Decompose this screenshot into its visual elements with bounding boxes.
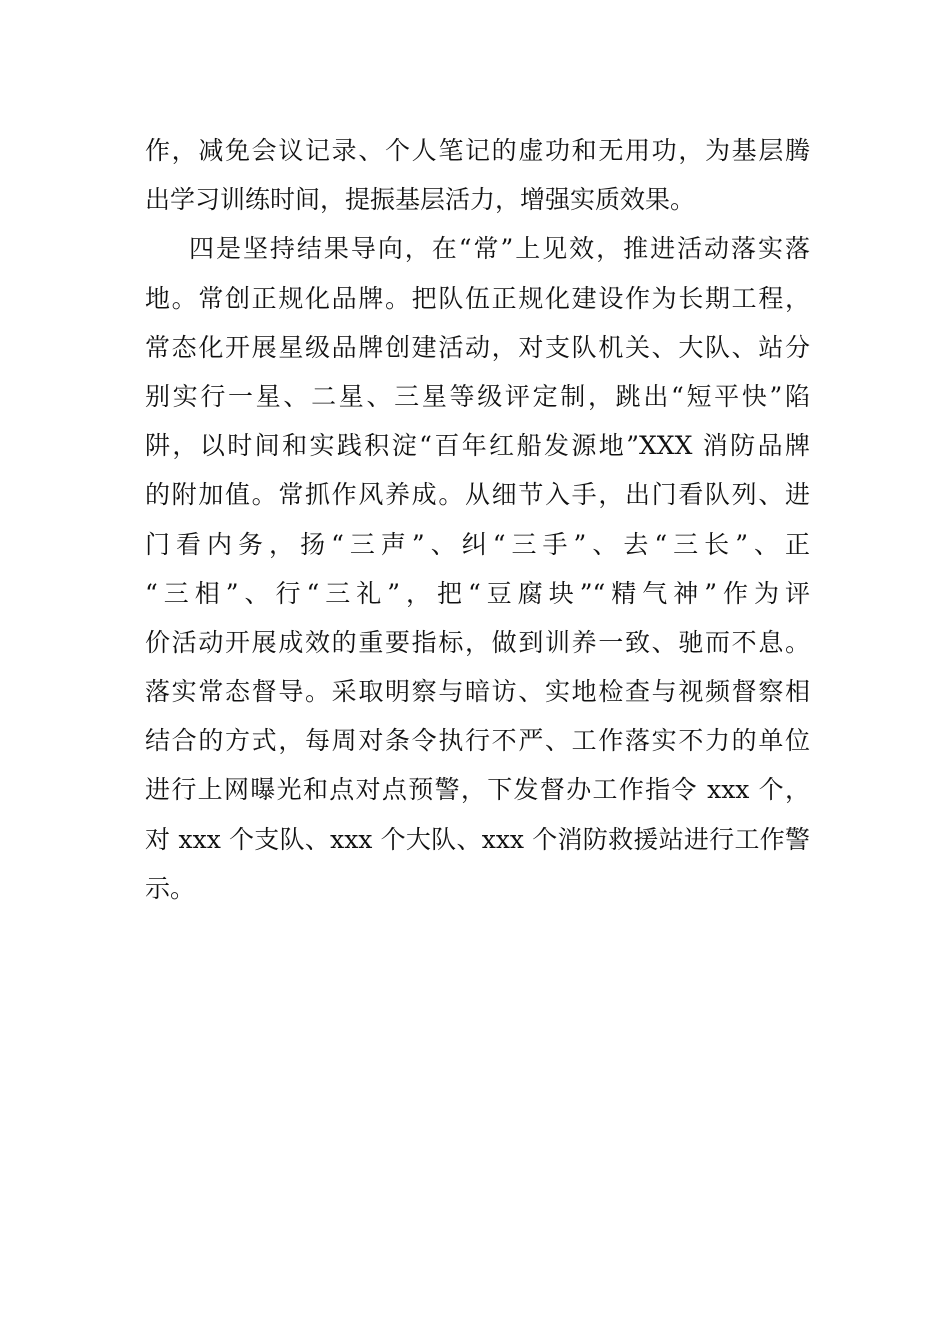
text-line: 落实常态督导。采取明察与暗访、实地检查与视频督察相 <box>145 677 810 707</box>
text-line: 出学习训练时间，提振基层活力，增强实质效果。 <box>145 185 696 215</box>
text-line: 地。常创正规化品牌。把队伍正规化建设作为长期工程， <box>145 283 810 313</box>
text-line: 进行上网曝光和点对点预警，下发督办工作指令 xxx 个， <box>145 775 810 805</box>
text-line: “三相”、行“三礼”，把“豆腐块”“精气神”作为评 <box>145 578 810 608</box>
text-line: 门看内务，扬“三声”、纠“三手”、去“三长”、正 <box>145 529 810 559</box>
text-line: 别实行一星、二星、三星等级评定制，跳出“短平快”陷 <box>145 381 810 411</box>
text-line: 结合的方式，每周对条令执行不严、工作落实不力的单位 <box>145 726 810 756</box>
text-line: 的附加值。常抓作风养成。从细节入手，出门看队列、进 <box>145 480 810 510</box>
text-line: 作，减免会议记录、个人笔记的虚功和无用功，为基层腾 <box>145 136 810 165</box>
paragraph-first-line: 四是坚持结果导向，在“常”上见效，推进活动落实落 <box>189 234 810 264</box>
text-line: 示。 <box>145 873 196 903</box>
text-line: 阱，以时间和实践积淀“百年红船发源地”XXX 消防品牌 <box>145 431 810 461</box>
body-text <box>145 126 810 913</box>
text-line: 常态化开展星级品牌创建活动，对支队机关、大队、站分 <box>145 332 810 362</box>
text-line: 价活动开展成效的重要指标，做到训养一致、驰而不息。 <box>145 627 810 657</box>
text-line: 对 xxx 个支队、xxx 个大队、xxx 个消防救援站进行工作警 <box>145 824 810 854</box>
